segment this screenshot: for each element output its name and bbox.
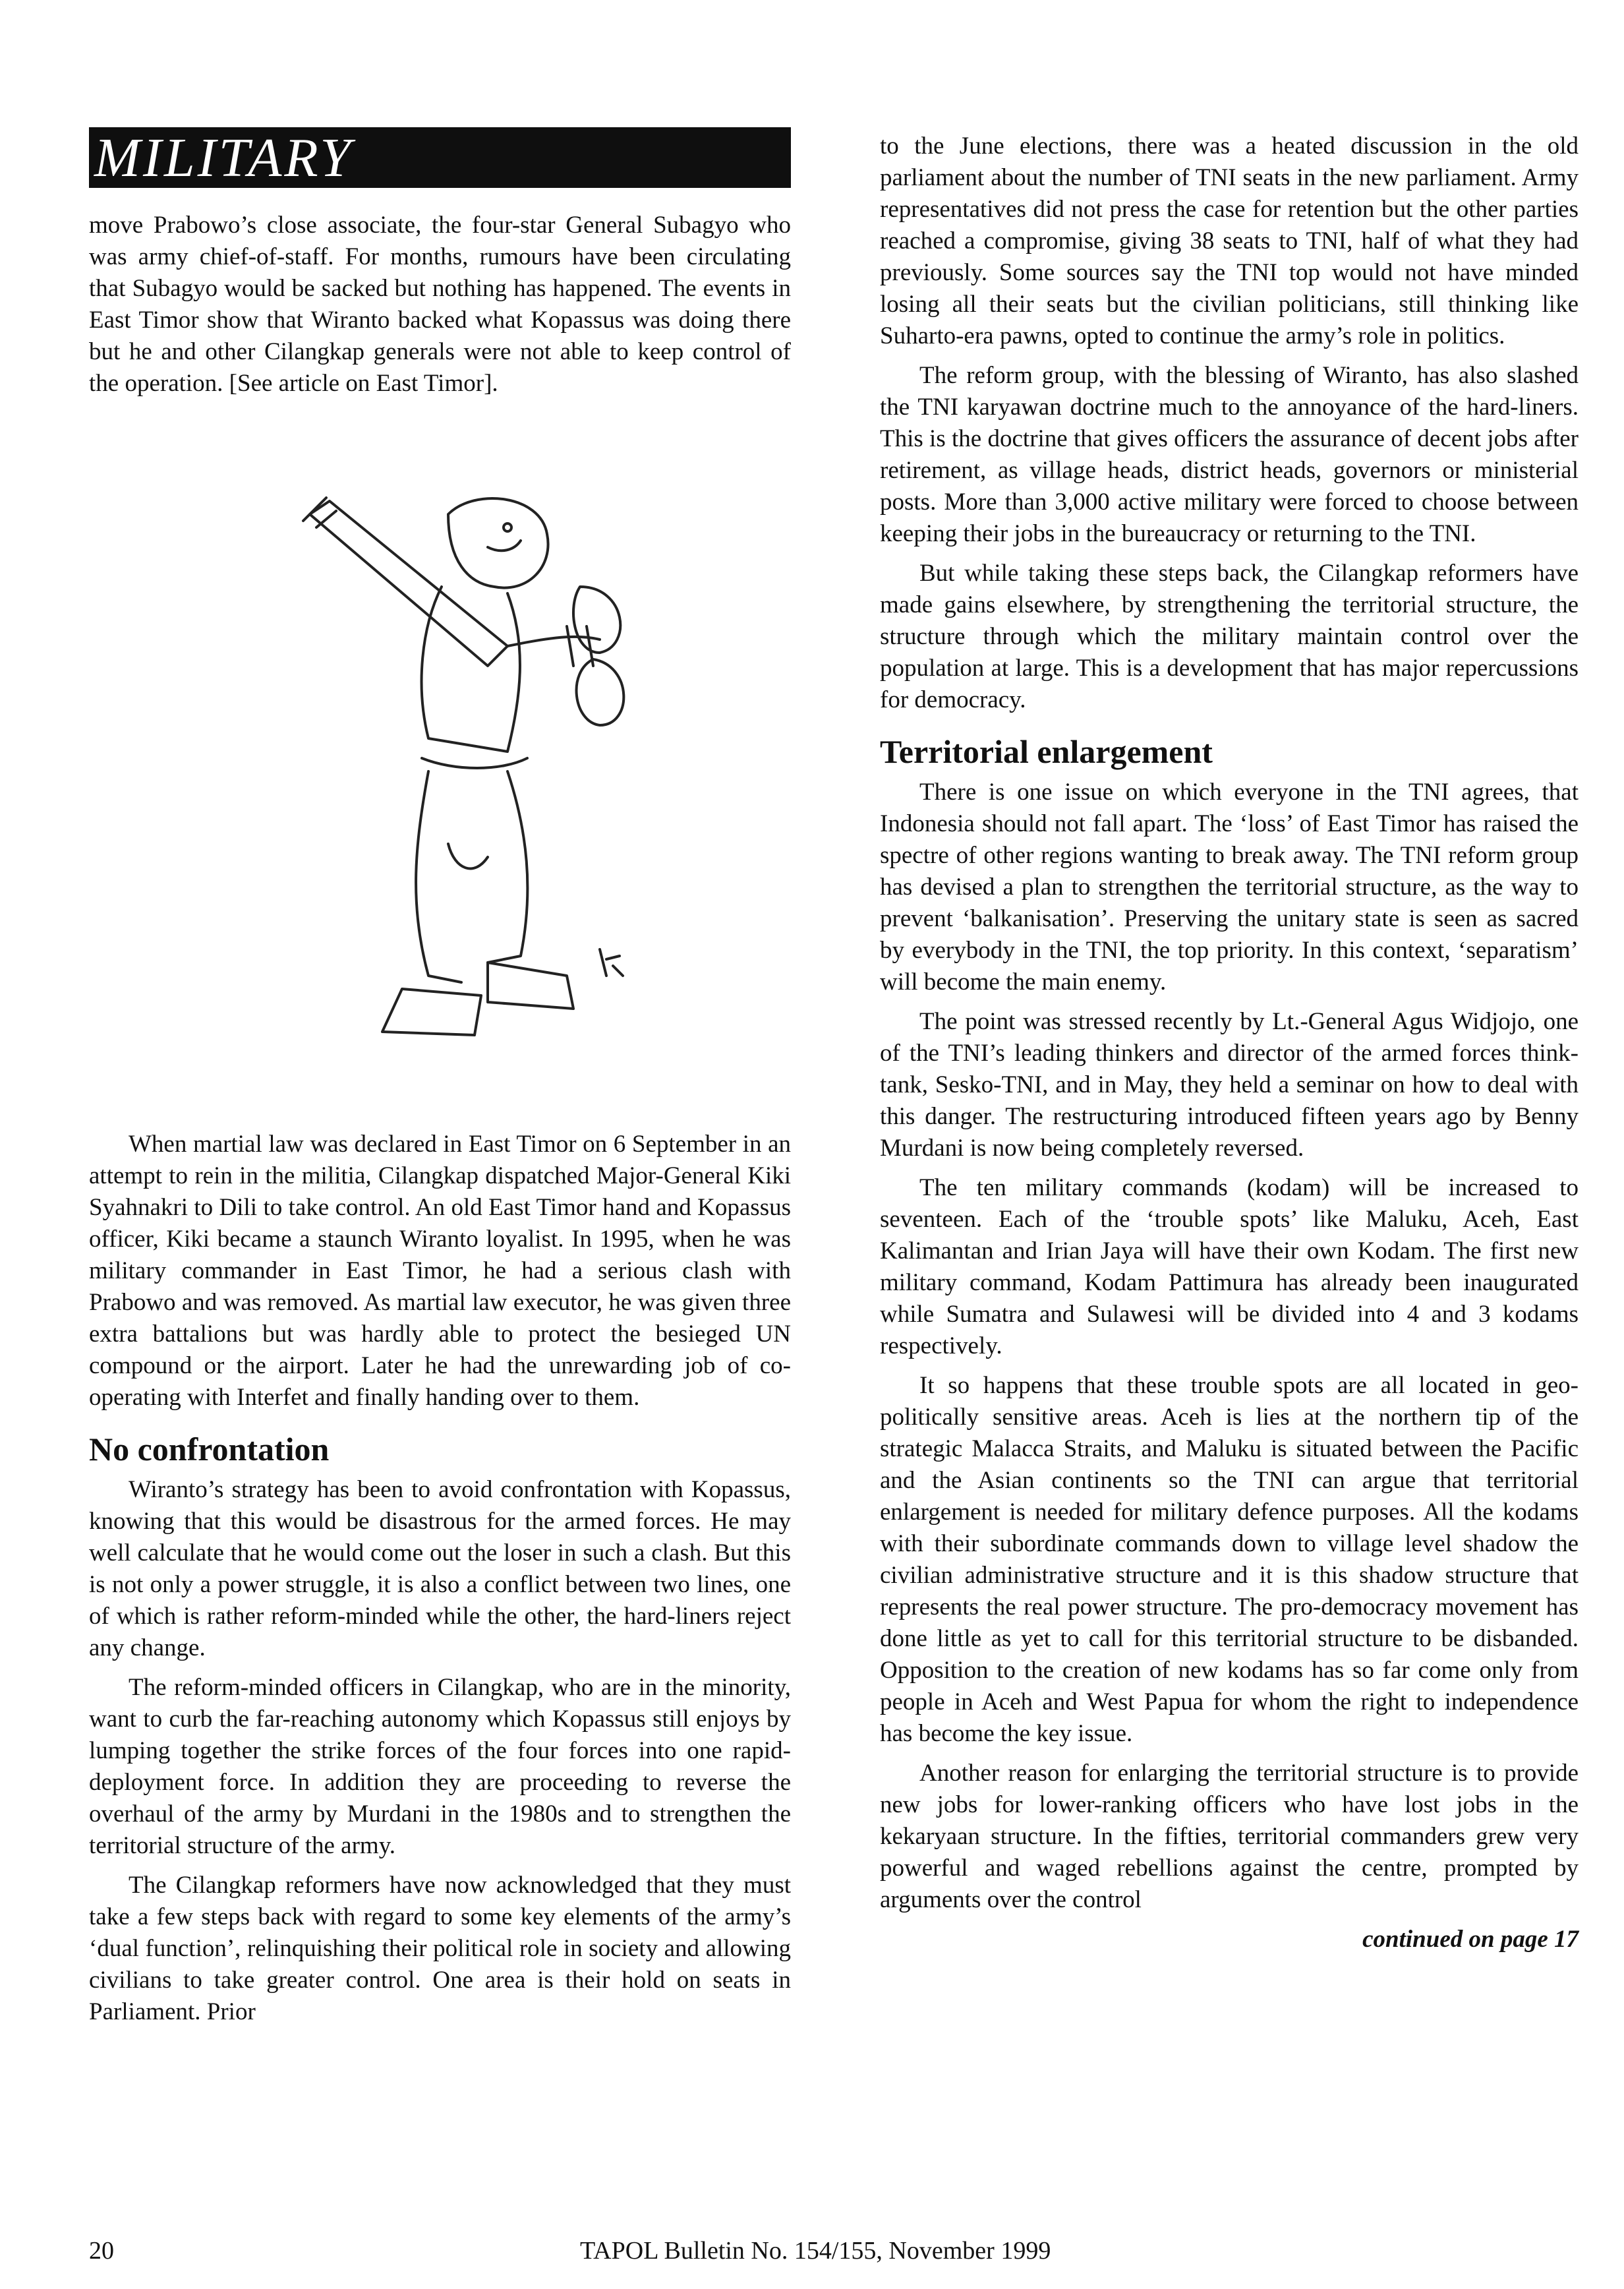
paragraph: The ten military commands (kodam) will be increased to seventeen. Each of the ‘trouble spots’ like Maluku, Aceh, East Kalimantan and Irian Jaya will have their own Kodam. The first new military command, Kodam Pattimura has already been inaugurated while Sumatra and Sulawesi will be divided into 4 and 3 kodams respectively. xyxy=(880,1174,1579,1359)
paragraph: When martial law was declared in East Timor on 6 September in an attempt to rein in the militia, Cilangkap dispatched Major-General Kiki Syahnakri to Dili to take control. An old East Timor hand and Kopassus officer, Kiki became a staunch Wiranto loyalist. In 1995, when he was military commander in East Timor, he had a serious clash with Prabowo and was removed. As martial law executor, he was given three extra battalions but was hardly able to protect the besieged UN compound or the airport. Later he had the unrewarding job of co-operating with Interfet and finally handing over to them. xyxy=(89,1131,791,1411)
publication-footer: TAPOL Bulletin No. 154/155, November 1999 xyxy=(580,2237,1051,2265)
soldier-cartoon-illustration xyxy=(290,475,659,1081)
paragraph: The reform-minded officers in Cilangkap, who are in the minority, want to curb the far-reaching autonomy which Kopassus still enjoys by lumping together the strike forces of the four forces into one rapid-deployment force. In addition they are proceeding to reverse the overhaul of the army by Murdani in the 1980s and to strengthen the territorial structure of the army. xyxy=(89,1674,791,1859)
paragraph: It so happens that these trouble spots are all located in geo-politically sensitive areas. Aceh is lies at the northern tip of the strategic Malacca Straits, and Maluku is situated between the Pacific and the Asian continents so the TNI can argue that territorial enlargement is needed for military defence purposes. All the kodams with their subordinate commands down to village level shadow the civilian administrative structure and it is this shadow structure that represents the real power structure. The pro-democracy movement has done little as yet to call for this territorial structure to be disbanded. Opposition to the creation of new kodams has so far come only from people in Aceh and West Papua for whom the right to independence has become the key issue. xyxy=(880,1372,1579,1747)
paragraph: move Prabowo’s close associate, the four-star General Subagyo who was army chief-of-staff. For months, rumours have been circulating that Subagyo would be sacked but nothing has happened. The events in East Timor show that Wiranto backed what Kopassus was doing there but he and other Cilangkap generals were not able to keep control of the operation. [See article on East Timor]. xyxy=(89,212,791,397)
subheading-no-confrontation: No confrontation xyxy=(89,1431,330,1468)
paragraph: But while taking these steps back, the Cilangkap reformers have made gains elsewhere, by strengthening the territorial structure, the structure through which the military maintain control over the population at large. This is a development that has major repercussions for democracy. xyxy=(880,560,1579,713)
continued-note: continued on page 17 xyxy=(1362,1926,1579,1953)
page-number: 20 xyxy=(89,2237,114,2265)
paragraph: There is one issue on which everyone in the TNI agrees, that Indonesia should not fall apart. The ‘loss’ of East Timor has raised the spectre of other regions wanting to break away. The TNI reform group has devised a plan to strengthen the territorial structure, as the way to prevent ‘balkanisation’. Preserving the unitary state is seen as sacred by everybody in the TNI, the top priority. In this context, ‘separatism’ will become the main enemy. xyxy=(880,779,1579,996)
right-column xyxy=(880,131,1579,1955)
paragraph: to the June elections, there was a heated discussion in the old parliament about the number of TNI seats in the new parliament. Army representatives did not press the case for retention but the other parties reached a compromise, giving 38 seats to TNI, half of what they had previously. Some sources say the TNI top would not have minded losing all their seats but the civilian politicians, still thinking like Suharto-era pawns, opted to continue the army’s role in politics. xyxy=(880,133,1579,349)
paragraph: Wiranto’s strategy has been to avoid confrontation with Kopassus, knowing that this would be disastrous for the armed forces. He may well calculate that he would come out the loser in such a clash. But this is not only a power struggle, it is also a conflict between two lines, one of which is rather reform-minded while the other, the hard-liners reject any change. xyxy=(89,1476,791,1661)
left-column xyxy=(89,210,791,407)
left-column-lower xyxy=(89,1129,791,2036)
paragraph: The reform group, with the blessing of Wiranto, has also slashed the TNI karyawan doctrine much to the annoyance of the hard-liners. This is the doctrine that gives officers the assurance of decent jobs after retirement, as village heads, district heads, governors or ministerial posts. More than 3,000 active military were forced to choose between keeping their jobs in the bureaucracy or returning to the TNI. xyxy=(880,362,1579,547)
section-banner xyxy=(89,127,791,188)
paragraph: The Cilangkap reformers have now acknowledged that they must take a few steps back with regard to some key elements of the army’s ‘dual function’, relinquishing their political role in society and allowing civilians to take greater control. One area is their hold on seats in Parliament. Prior xyxy=(89,1872,791,2025)
paragraph: Another reason for enlarging the territorial structure is to provide new jobs for lower-ranking officers who have lost jobs in the kekaryaan structure. In the fifties, territorial commanders grew very powerful and waged rebellions against the centre, prompted by arguments over the control xyxy=(880,1760,1579,1913)
section-title: MILITARY xyxy=(94,127,353,189)
subheading-territorial-enlargement: Territorial enlargement xyxy=(880,733,1213,770)
paragraph: The point was stressed recently by Lt.-General Agus Widjojo, one of the TNI’s leading thinkers and director of the armed forces think-tank, Sesko-TNI, and in May, they held a seminar on how to deal with this danger. The restructuring introduced fifteen years ago by Benny Murdani is now being completely reversed. xyxy=(880,1008,1579,1162)
